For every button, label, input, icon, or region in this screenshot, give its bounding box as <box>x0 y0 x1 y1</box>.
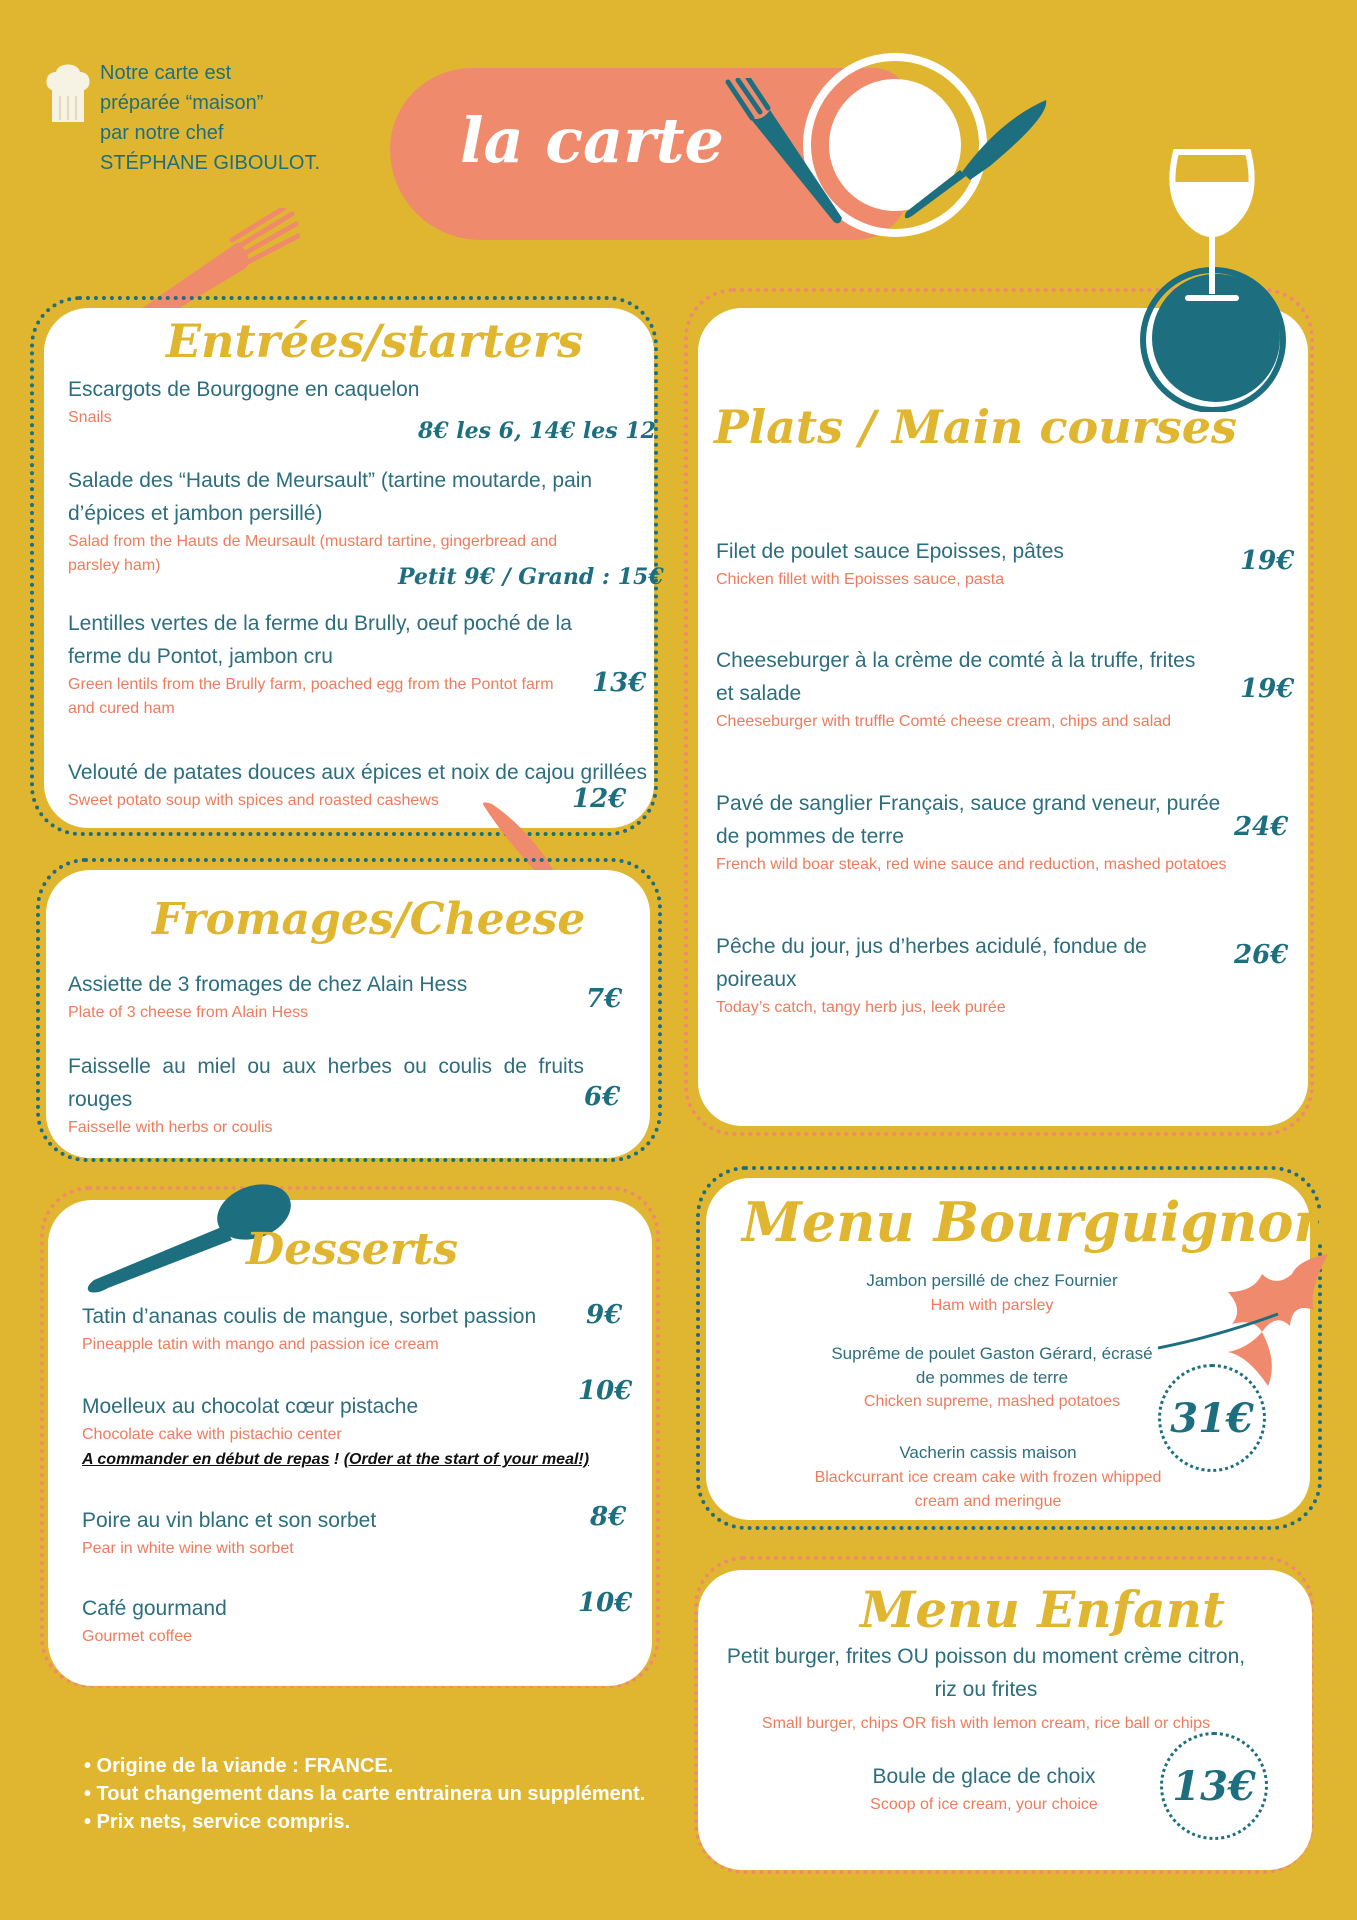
item-name: Café gourmand <box>82 1597 227 1620</box>
menu-bourguignon-title: Menu Bourguignon <box>742 1190 1333 1254</box>
item-translation: Pineapple tatin with mango and passion ice cream <box>82 1336 439 1353</box>
item-price: 24€ <box>1234 812 1289 842</box>
menu-item <box>824 1760 1144 1817</box>
item-translation: Gourmet coffee <box>82 1628 192 1645</box>
item-price: 19€ <box>1240 674 1295 704</box>
footer-notes <box>84 1752 645 1836</box>
item-name: Salade des “Hauts de Meursault” (tartine moutarde, pain d’épices et jambon persillé) <box>68 469 593 525</box>
menu-item <box>68 1050 584 1140</box>
plats-title: Plats / Main courses <box>714 400 1237 454</box>
chef-note-line: par notre chef <box>100 122 224 144</box>
order-note-fr: A commander en début de repas <box>82 1451 330 1468</box>
item-name: Poire au vin blanc et son sorbet <box>82 1509 377 1532</box>
item-translation: Scoop of ice cream, your choice <box>870 1796 1098 1813</box>
menu-item <box>68 607 588 721</box>
menu-enfant-title: Menu Enfant <box>860 1580 1226 1639</box>
item-price: 26€ <box>1234 940 1289 970</box>
chef-hat-icon <box>44 62 92 126</box>
item-translation: Cheeseburger with truffle Comté cheese cream, chips and salad <box>716 713 1172 730</box>
menu-price-badge: 31€ <box>1158 1364 1266 1472</box>
item-name: Assiette de 3 fromages de chez Alain Hess <box>68 973 468 996</box>
chef-note-line: STÉPHANE GIBOULOT. <box>100 152 321 174</box>
item-price: 10€ <box>578 1376 633 1406</box>
item-name: Vacherin cassis maison <box>899 1443 1077 1462</box>
item-translation: Blackcurrant ice cream cake with frozen whipped cream and meringue <box>814 1469 1162 1510</box>
item-translation: Faisselle with herbs or coulis <box>68 1119 273 1136</box>
menu-item <box>808 1440 1168 1514</box>
item-price: 10€ <box>578 1588 633 1618</box>
item-price: 9€ <box>586 1300 623 1330</box>
footer-note: • Prix nets, service compris. <box>84 1811 351 1833</box>
menu-item <box>812 1342 1172 1414</box>
menu-item <box>716 930 1186 1020</box>
menu-item <box>716 787 1236 877</box>
item-name: Moelleux au chocolat cœur pistache <box>82 1395 419 1418</box>
menu-item <box>716 1640 1256 1742</box>
item-name: Escargots de Bourgogne en caquelon <box>68 378 420 401</box>
menu-item <box>82 1504 582 1561</box>
item-name: Lentilles vertes de la ferme du Brully, oeuf poché de la ferme du Pontot, jambon cru <box>68 612 572 668</box>
vine-leaf-icon <box>1158 1252 1330 1388</box>
item-translation: Plate of 3 cheese from Alain Hess <box>68 1004 309 1021</box>
item-name: Velouté de patates douces aux épices et noix de cajou grillées <box>68 761 648 784</box>
item-price: 7€ <box>586 984 623 1014</box>
item-name: Pêche du jour, jus d’herbes acidulé, fondue de poireaux <box>716 935 1147 991</box>
item-translation: French wild boar steak, red wine sauce and reduction, mashed potatoes <box>716 856 1227 873</box>
footer-note: • Origine de la viande : FRANCE. <box>84 1755 394 1777</box>
item-translation: Ham with parsley <box>930 1297 1054 1314</box>
item-name: Petit burger, frites OU poisson du moment crème citron, riz ou frites <box>726 1645 1246 1701</box>
item-price: 8€ les 6, 14€ les 12 <box>418 418 656 444</box>
menu-item <box>716 644 1216 734</box>
menu-item <box>716 535 1196 592</box>
item-translation: Today’s catch, tangy herb jus, leek purée <box>716 999 1006 1016</box>
item-translation: Sweet potato soup with spices and roasted cashews <box>68 792 439 809</box>
item-translation: Pear in white wine with sorbet <box>82 1540 294 1557</box>
fork-icon <box>722 78 852 228</box>
item-translation: Snails <box>68 409 112 426</box>
item-translation: Salad from the Hauts de Meursault (mustard tartine, gingerbread and parsley ham) <box>68 533 558 574</box>
item-translation: Chicken fillet with Epoisses sauce, pasta <box>716 571 1005 588</box>
item-name: Filet de poulet sauce Epoisses, pâtes <box>716 540 1064 563</box>
menu-item <box>82 1300 582 1357</box>
item-name: Faisselle au miel ou aux herbes ou coulis de fruits rouges <box>68 1055 584 1111</box>
item-price: 19€ <box>1240 546 1295 576</box>
chef-note-line: Notre carte est <box>100 62 232 84</box>
item-price: 6€ <box>584 1082 621 1112</box>
menu-item <box>82 1592 582 1649</box>
chef-note-line: préparée “maison” <box>100 92 264 114</box>
knife-icon <box>900 96 1050 226</box>
item-translation: Small burger, chips OR fish with lemon cream, rice ball or chips <box>761 1715 1211 1732</box>
item-name: Cheeseburger à la crème de comté à la truffe, frites et salade <box>716 649 1196 705</box>
item-price: 12€ <box>572 784 627 814</box>
chef-note <box>100 58 320 178</box>
entrees-title: Entrées/starters <box>166 314 584 368</box>
menu-item <box>68 968 568 1025</box>
item-name: Pavé de sanglier Français, sauce grand veneur, purée de pommes de terre <box>716 792 1221 848</box>
order-note-en: (Order at the start of your meal!) <box>343 1451 590 1468</box>
wine-glass-icon <box>1118 142 1308 412</box>
fromages-title: Fromages/Cheese <box>152 894 586 945</box>
item-name: Suprême de poulet Gaston Gérard, écrasé de pommes de terre <box>831 1344 1153 1387</box>
item-price: 8€ <box>590 1502 627 1532</box>
item-name: Tatin d’ananas coulis de mangue, sorbet passion <box>82 1305 537 1328</box>
footer-note: • Tout changement dans la carte entrainera un supplément. <box>84 1783 646 1805</box>
order-note <box>82 1447 622 1473</box>
item-price: Petit 9€ / Grand : 15€ <box>398 564 664 590</box>
page-title: la carte <box>460 104 724 177</box>
item-name: Boule de glace de choix <box>872 1765 1096 1788</box>
item-name: Jambon persillé de chez Fournier <box>866 1271 1118 1290</box>
item-translation: Chicken supreme, mashed potatoes <box>863 1393 1121 1410</box>
menu-price-badge: 13€ <box>1160 1732 1268 1840</box>
desserts-title: Desserts <box>246 1224 458 1275</box>
item-price: 13€ <box>592 668 647 698</box>
item-translation: Green lentils from the Brully farm, poached egg from the Pontot farm and cured ham <box>68 676 554 717</box>
order-note-sep: ! <box>329 1451 344 1468</box>
item-translation: Chocolate cake with pistachio center <box>82 1426 342 1443</box>
menu-item <box>812 1268 1172 1318</box>
menu-item <box>68 464 598 578</box>
menu-item <box>82 1390 622 1473</box>
